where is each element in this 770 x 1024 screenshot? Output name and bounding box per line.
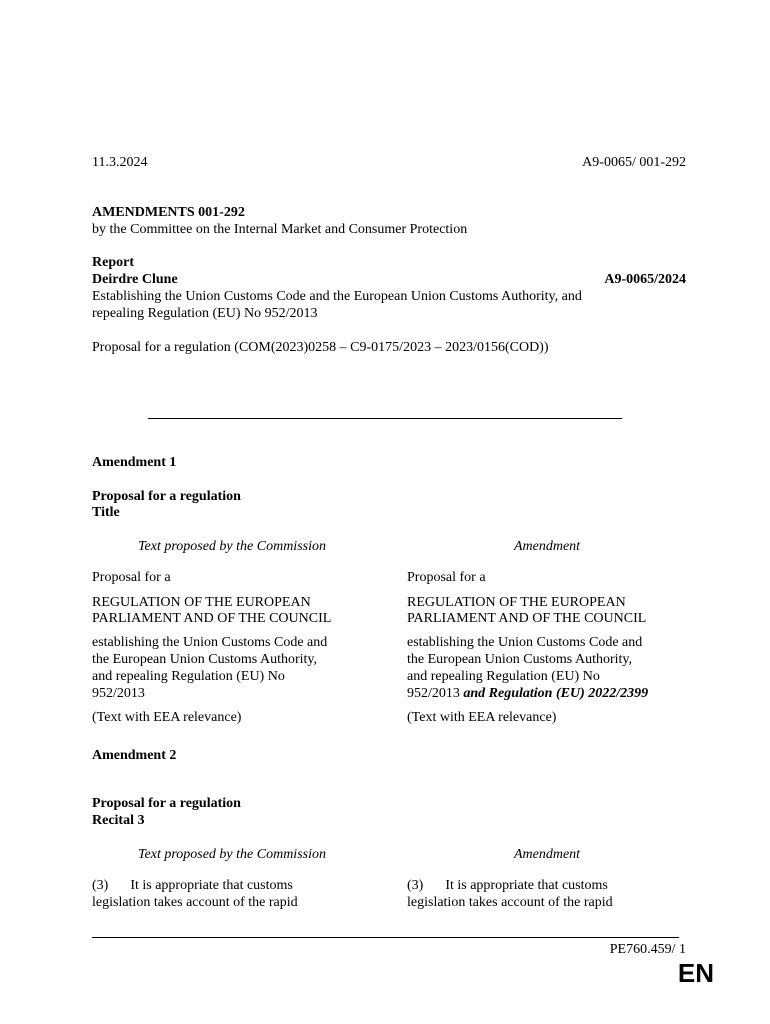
document-reference: A9-0065/ 001-292 [582,155,686,170]
amendment-1-part: Title [92,505,120,520]
a1-left-p2a: REGULATION OF THE EUROPEAN [92,595,311,610]
report-subject-line-1: Establishing the Union Customs Code and the European Union Customs Authority, and [92,289,582,304]
amendments-title: AMENDMENTS 001-292 [92,205,245,220]
amendment-2-right-header: Amendment [513,847,581,862]
a1-right-p2b: PARLIAMENT AND OF THE COUNCIL [407,611,647,626]
a1-left-p3c: and repealing Regulation (EU) No [92,669,285,684]
a1-right-p3a: establishing the Union Customs Code and [407,635,643,650]
a1-left-p1: Proposal for a [92,570,171,585]
report-label: Report [92,255,134,270]
rapporteur-name: Deirdre Clune [92,272,178,287]
a1-right-p3d-original: 952/2013 [407,686,460,701]
a1-right-p1: Proposal for a [407,570,486,585]
amendment-1-left-header: Text proposed by the Commission [138,539,326,554]
a1-left-p3b: the European Union Customs Authority, [92,652,318,667]
a2-left-text: It is appropriate that customs [130,878,293,893]
a2-right-num: (3) [407,878,424,893]
a1-left-p3a: establishing the Union Customs Code and [92,635,328,650]
committee-line: by the Committee on the Internal Market and Consumer Protection [92,222,468,237]
a2-left-line1 [92,877,372,894]
a2-right-text: It is appropriate that customs [445,878,608,893]
a2-right-line1 [407,877,687,894]
a1-right-p3c: and repealing Regulation (EU) No [407,669,600,684]
a1-left-p4: (Text with EEA relevance) [92,710,242,725]
a2-left-line2: legislation takes account of the rapid [92,895,298,910]
a1-left-p2b: PARLIAMENT AND OF THE COUNCIL [92,611,332,626]
report-subject-line-2: repealing Regulation (EU) No 952/2013 [92,306,318,321]
footer-page-ref: PE760.459/ 1 [609,942,686,957]
amendment-2-proposal-label: Proposal for a regulation [92,796,241,811]
amendment-2-title: Amendment 2 [92,748,177,763]
report-number: A9-0065/2024 [604,272,686,287]
proposal-reference: Proposal for a regulation (COM(2023)0258 – C9-0175/2023 – 2023/0156(COD)) [92,340,549,355]
amendment-1-title: Amendment 1 [92,455,177,470]
language-code: EN [677,958,714,988]
section-divider [148,418,622,419]
a1-right-p3d-added: and Regulation (EU) 2022/2399 [463,686,649,701]
amendment-2-left-header: Text proposed by the Commission [138,847,326,862]
a2-left-num: (3) [92,878,109,893]
a1-right-p3b: the European Union Customs Authority, [407,652,633,667]
footer-rule [92,937,679,938]
a1-left-p3d: 952/2013 [92,686,145,701]
amendment-2-part: Recital 3 [92,813,145,828]
document-date: 11.3.2024 [92,155,148,170]
a1-right-p3d [407,685,687,702]
a1-right-p4: (Text with EEA relevance) [407,710,557,725]
amendment-1-right-header: Amendment [513,539,581,554]
a2-right-line2: legislation takes account of the rapid [407,895,613,910]
a1-right-p2a: REGULATION OF THE EUROPEAN [407,595,626,610]
amendment-1-proposal-label: Proposal for a regulation [92,489,241,504]
